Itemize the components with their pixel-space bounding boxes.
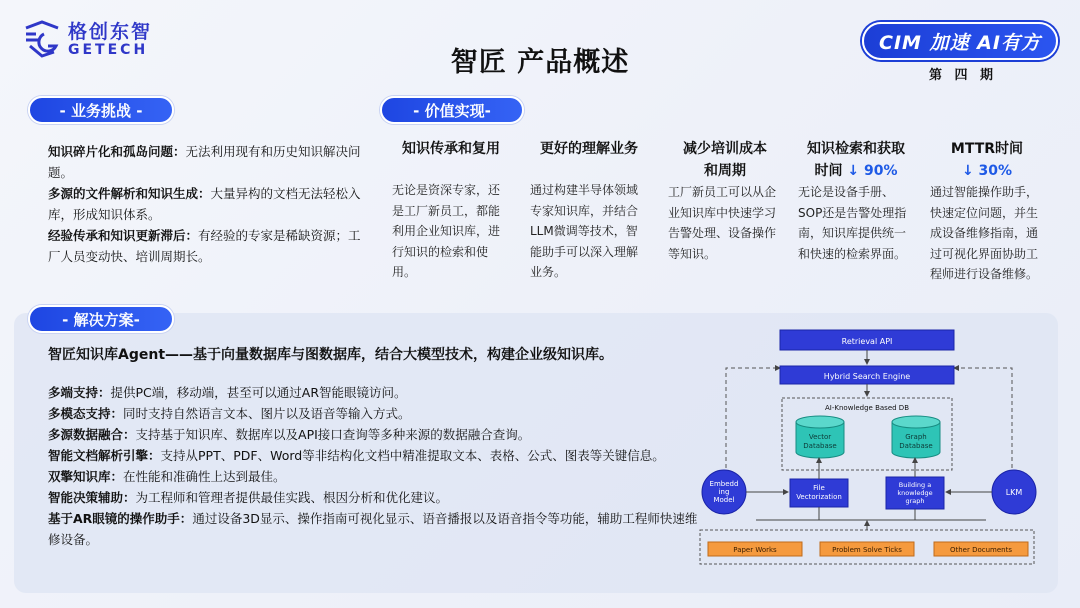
- feature-title: 智能决策辅助：: [48, 490, 136, 505]
- hybrid-search-label: Hybrid Search Engine: [823, 372, 911, 381]
- value-column-mttr: [930, 138, 1044, 285]
- section-value-header: - 价值实现-: [380, 96, 524, 124]
- feature-text: 支持基于知识库、数据库以及API接口查询等多种来源的数据融合查询。: [135, 427, 531, 442]
- build-kg-label-3: graph: [905, 497, 925, 505]
- value-body: 通过智能操作助手，快速定位问题，并生成设备维修指南，通过可视化界面协助工程师进行设备维修。: [930, 185, 1039, 281]
- feature-title: 基于AR眼镜的操作助手：: [48, 511, 193, 526]
- series-badge: CIM 加速 AI有方: [862, 22, 1058, 60]
- vector-db-label-2: Database: [803, 442, 837, 450]
- challenge-title: 多源的文件解析和知识生成：: [48, 186, 211, 201]
- vector-database-cylinder: [796, 416, 844, 458]
- feature-title: 多模态支持：: [48, 406, 124, 421]
- challenge-text: 大量异构的文档无法轻松入库，形成知识体系。: [48, 186, 361, 222]
- feature-item: [48, 487, 698, 508]
- value-body: 无论是设备手册、SOP还是告警处理指南，知识库提供统一和快速的检索界面。: [798, 185, 907, 261]
- value-body: 工厂新员工可以从企业知识库中快速学习告警处理、设备操作等知识。: [668, 185, 777, 261]
- logo-cn-text: 格创东智: [68, 20, 153, 43]
- vector-db-label-1: Vector: [808, 433, 832, 441]
- source-label: Problem Solve Ticks: [832, 546, 902, 554]
- section-solution-header: - 解决方案-: [28, 305, 174, 333]
- loop-line-right: [954, 368, 1012, 468]
- section-challenge-header: - 业务挑战 -: [28, 96, 174, 124]
- challenge-title: 经验传承和知识更新滞后：: [48, 228, 199, 243]
- file-vec-label-1: File: [813, 484, 825, 492]
- value-title: 更好的理解业务: [540, 141, 638, 157]
- value-column-reduce-training: [668, 138, 782, 264]
- metric-down-30: ↓ 30%: [961, 163, 1013, 179]
- feature-title: 多源数据融合：: [48, 427, 136, 442]
- architecture-svg: [696, 322, 1042, 572]
- feature-item: [48, 382, 698, 403]
- feature-text: 提供PC端，移动端，甚至可以通过AR智能眼镜访问。: [110, 385, 407, 400]
- solution-headline: 智匠知识库Agent——基于向量数据库与图数据库，结合大模型技术，构建企业级知识库。: [48, 347, 614, 363]
- feature-item: [48, 403, 698, 424]
- feature-item: [48, 424, 698, 445]
- feature-title: 多端支持：: [48, 385, 111, 400]
- feature-title: 双擎知识库：: [48, 469, 124, 484]
- challenge-title: 知识碎片化和孤岛问题：: [48, 144, 186, 159]
- value-title: 知识传承和复用: [402, 141, 500, 157]
- graph-db-label-2: Database: [899, 442, 933, 450]
- challenge-list: [48, 141, 366, 267]
- embedding-label-2: ing: [718, 488, 730, 496]
- feature-text: 为工程师和管理者提供最佳实践、根因分析和优化建议。: [135, 490, 449, 505]
- value-column-understand-business: [530, 138, 648, 283]
- challenge-text: 无法利用现有和历史知识解决问题。: [48, 144, 361, 180]
- architecture-diagram: [696, 322, 1042, 572]
- embedding-model-node: [702, 470, 746, 514]
- retrieval-api-label: Retrieval API: [841, 337, 893, 346]
- value-title: 知识检索和获取 时间 ↓ 90%: [807, 141, 905, 179]
- embedding-label-3: Model: [713, 496, 735, 504]
- build-kg-label-2: knowledge: [897, 489, 933, 497]
- loop-line-left: [726, 368, 780, 468]
- challenge-text: 有经验的专家是稀缺资源；工厂人员变动快、培训周期长。: [48, 228, 361, 264]
- feature-text: 支持从PPT、PDF、Word等非结构化文档中精准提取文本、表格、公式、图表等关键信息。: [160, 448, 665, 463]
- graph-db-label-1: Graph: [905, 433, 927, 441]
- feature-text: 同时支持自然语言文本、图片以及语音等输入方式。: [123, 406, 411, 421]
- feature-item: [48, 508, 698, 550]
- source-label: Other Documents: [949, 546, 1013, 554]
- build-kg-label-1: Building a: [898, 481, 932, 489]
- feature-item: [48, 445, 698, 466]
- value-title: MTTR时间 ↓ 30%: [950, 141, 1024, 179]
- knowledge-db-label: AI-Knowledge Based DB: [825, 404, 909, 412]
- lkm-node: [992, 470, 1036, 514]
- metric-down-90: ↓ 90%: [847, 163, 898, 179]
- value-column-knowledge-reuse: [392, 138, 510, 283]
- page-title: 智匠 产品概述: [450, 47, 630, 78]
- lkm-label: LKM: [1005, 488, 1023, 497]
- logo-en-text: GETECH: [68, 41, 149, 58]
- challenge-item: [48, 141, 366, 183]
- feature-title: 智能文档解析引擎：: [48, 448, 161, 463]
- feature-item: [48, 466, 698, 487]
- feature-text: 在性能和准确性上达到最佳。: [123, 469, 286, 484]
- value-body: 通过构建半导体领域专家知识库，并结合LLM微调等技术，智能助手可以深入理解业务。: [530, 183, 639, 279]
- challenge-item: [48, 225, 366, 267]
- solution-feature-list: [48, 382, 698, 550]
- issue-label: 第 四 期: [928, 68, 998, 83]
- value-body: 无论是资深专家，还是工厂新员工，都能利用企业知识库，进行知识的检索和使用。: [392, 183, 501, 279]
- challenge-item: [48, 183, 366, 225]
- value-column-retrieval-time: [798, 138, 914, 264]
- graph-database-cylinder: [892, 416, 940, 458]
- file-vec-label-2: Vectorization: [796, 493, 842, 501]
- value-title: 减少培训成本 和周期: [683, 141, 767, 179]
- embedding-label-1: Embedd: [709, 480, 739, 488]
- source-label: Paper Works: [733, 546, 777, 554]
- feature-text: 通过设备3D显示、操作指南可视化显示、语音播报以及语音指令等功能，辅助工程师快速维修设备。: [48, 511, 698, 547]
